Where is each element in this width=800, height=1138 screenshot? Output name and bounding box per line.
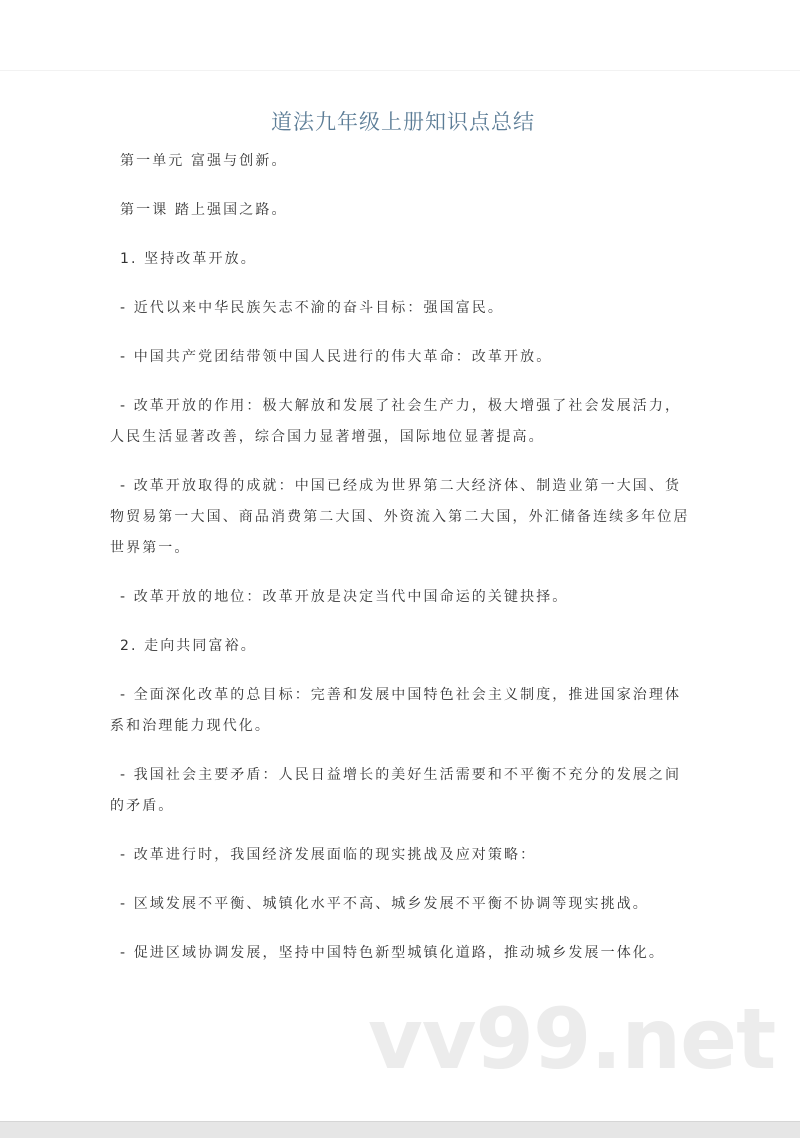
paragraph: 第一课 踏上强国之路。 — [120, 202, 288, 218]
document-body — [110, 146, 696, 969]
document-title: 道法九年级上册知识点总结 — [271, 110, 535, 134]
paragraph: - 区域发展不平衡、城镇化水平不高、城乡发展不平衡不协调等现实挑战。 — [120, 896, 649, 912]
watermark: vv99.net — [368, 990, 776, 1088]
paragraph: 第一单元 富强与创新。 — [120, 153, 288, 169]
paragraph: - 改革进行时，我国经济发展面临的现实挑战及应对策略： — [120, 847, 537, 863]
page-top-edge — [0, 70, 800, 71]
paragraph: - 近代以来中华民族矢志不渝的奋斗目标：强国富民。 — [120, 300, 505, 316]
paragraph: - 我国社会主要矛盾：人民日益增长的美好生活需要和不平衡不充分的发展之间的矛盾。 — [110, 767, 682, 814]
paragraph: 2. 走向共同富裕。 — [120, 638, 257, 654]
document-page — [110, 104, 696, 987]
paragraph: - 中国共产党团结带领中国人民进行的伟大革命：改革开放。 — [120, 349, 553, 365]
paragraph: - 改革开放取得的成就：中国已经成为世界第二大经济体、制造业第一大国、货物贸易第一大国、商品消费第二大国、外资流入第二大国，外汇储备连续多年位居世界第一。 — [110, 478, 690, 556]
paragraph: 1. 坚持改革开放。 — [120, 251, 257, 267]
bottom-scrollbar[interactable] — [0, 1121, 800, 1138]
paragraph: - 改革开放的地位：改革开放是决定当代中国命运的关键抉择。 — [120, 589, 569, 605]
paragraph: - 全面深化改革的总目标：完善和发展中国特色社会主义制度，推进国家治理体系和治理能力现代化。 — [110, 687, 682, 734]
paragraph: - 改革开放的作用：极大解放和发展了社会生产力，极大增强了社会发展活力，人民生活显著改善，综合国力显著增强，国际地位显著提高。 — [110, 398, 682, 445]
paragraph: - 促进区域协调发展，坚持中国特色新型城镇化道路，推动城乡发展一体化。 — [120, 945, 665, 961]
